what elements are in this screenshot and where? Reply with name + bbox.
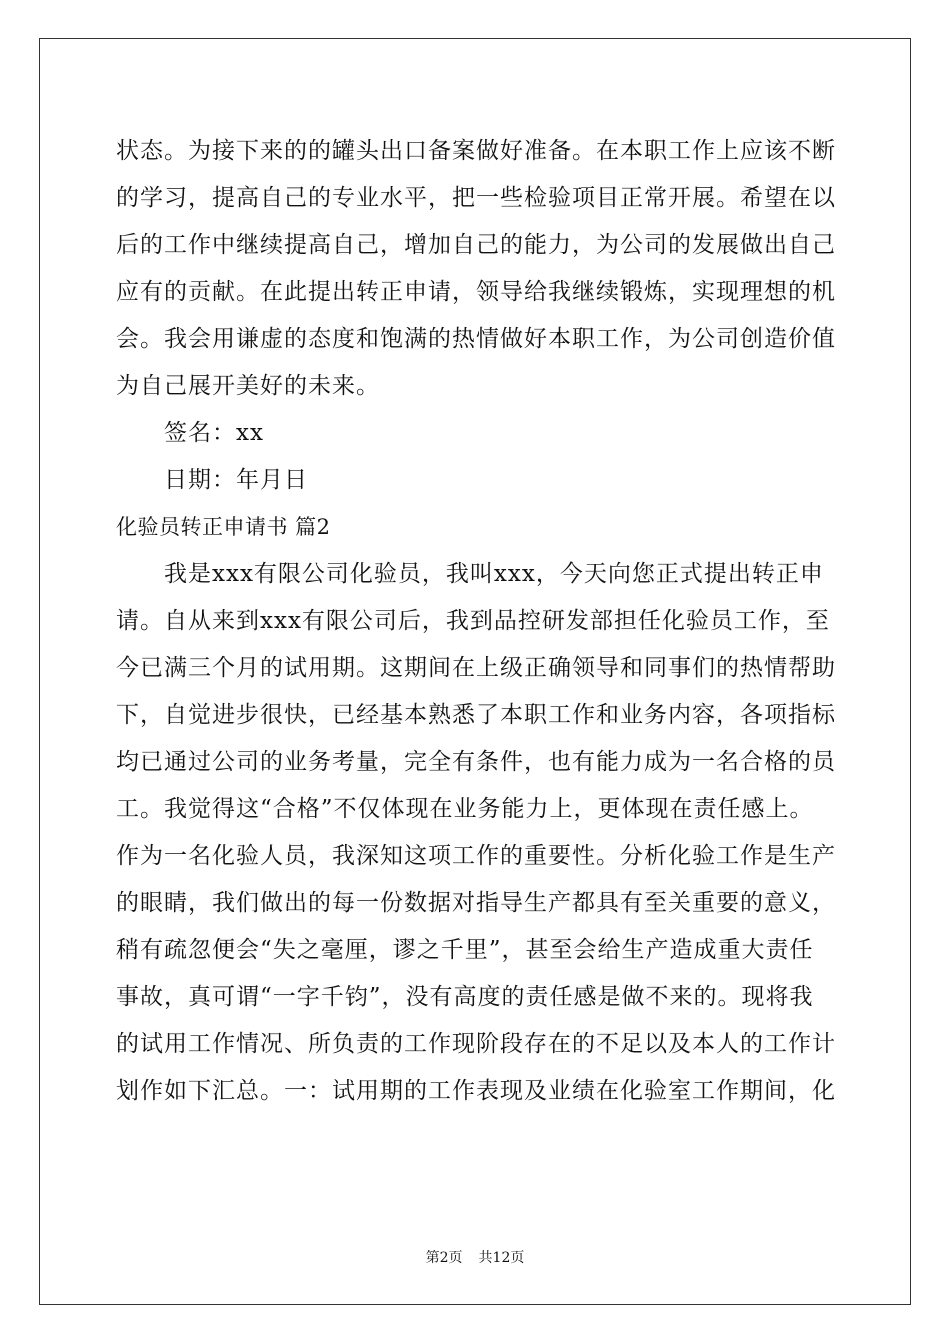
text-line: 请。自从来到xxx有限公司后，我到品控研发部担任化验员工作，至 bbox=[116, 608, 830, 634]
text-line: 事故，真可谓“一字千钧”，没有高度的责任感是做不来的。现将我 bbox=[116, 984, 814, 1010]
text-line: 工。我觉得这“合格”不仅体现在业务能力上，更体现在责任感上。 bbox=[116, 796, 814, 822]
text-line: 会。我会用谦虚的态度和饱满的热情做好本职工作，为公司创造价值 bbox=[116, 326, 836, 352]
text-line: 后的工作中继续提高自己，增加自己的能力，为公司的发展做出自己 bbox=[116, 232, 836, 258]
page-footer bbox=[0, 1247, 950, 1267]
page-number: 第2页 bbox=[425, 1250, 463, 1266]
signature-line: 签名：xx bbox=[164, 420, 264, 446]
text-line: 的试用工作情况、所负责的工作现阶段存在的不足以及本人的工作计 bbox=[116, 1031, 836, 1057]
paragraph-2 bbox=[116, 551, 836, 1115]
paragraph-continued bbox=[116, 128, 836, 410]
text-line: 稍有疏忽便会“失之毫厘，谬之千里”，甚至会给生产造成重大责任 bbox=[116, 937, 814, 963]
text-line: 状态。为接下来的的罐头出口备案做好准备。在本职工作上应该不断 bbox=[116, 138, 836, 164]
text-line: 的眼睛，我们做出的每一份数据对指导生产都具有至关重要的意义， bbox=[116, 890, 836, 916]
text-line: 我是xxx有限公司化验员，我叫xxx，今天向您正式提出转正申 bbox=[164, 561, 824, 587]
text-line: 的学习，提高自己的专业水平，把一些检验项目正常开展。希望在以 bbox=[116, 185, 836, 211]
page-total: 共12页 bbox=[478, 1250, 525, 1266]
text-line: 划作如下汇总。一：试用期的工作表现及业绩在化验室工作期间，化 bbox=[116, 1078, 836, 1104]
text-line: 今已满三个月的试用期。这期间在上级正确领导和同事们的热情帮助 bbox=[116, 655, 836, 681]
text-line: 应有的贡献。在此提出转正申请，领导给我继续锻炼，实现理想的机 bbox=[116, 279, 836, 305]
section-title: 化验员转正申请书 篇2 bbox=[116, 515, 331, 539]
document-body bbox=[116, 128, 836, 1115]
text-line: 均已通过公司的业务考量，完全有条件，也有能力成为一名合格的员 bbox=[116, 749, 836, 775]
text-line: 为自己展开美好的未来。 bbox=[116, 373, 380, 399]
text-line: 作为一名化验人员，我深知这项工作的重要性。分析化验工作是生产 bbox=[116, 843, 836, 869]
date-line: 日期：年月日 bbox=[164, 467, 308, 493]
text-line: 下，自觉进步很快，已经基本熟悉了本职工作和业务内容，各项指标 bbox=[116, 702, 836, 728]
